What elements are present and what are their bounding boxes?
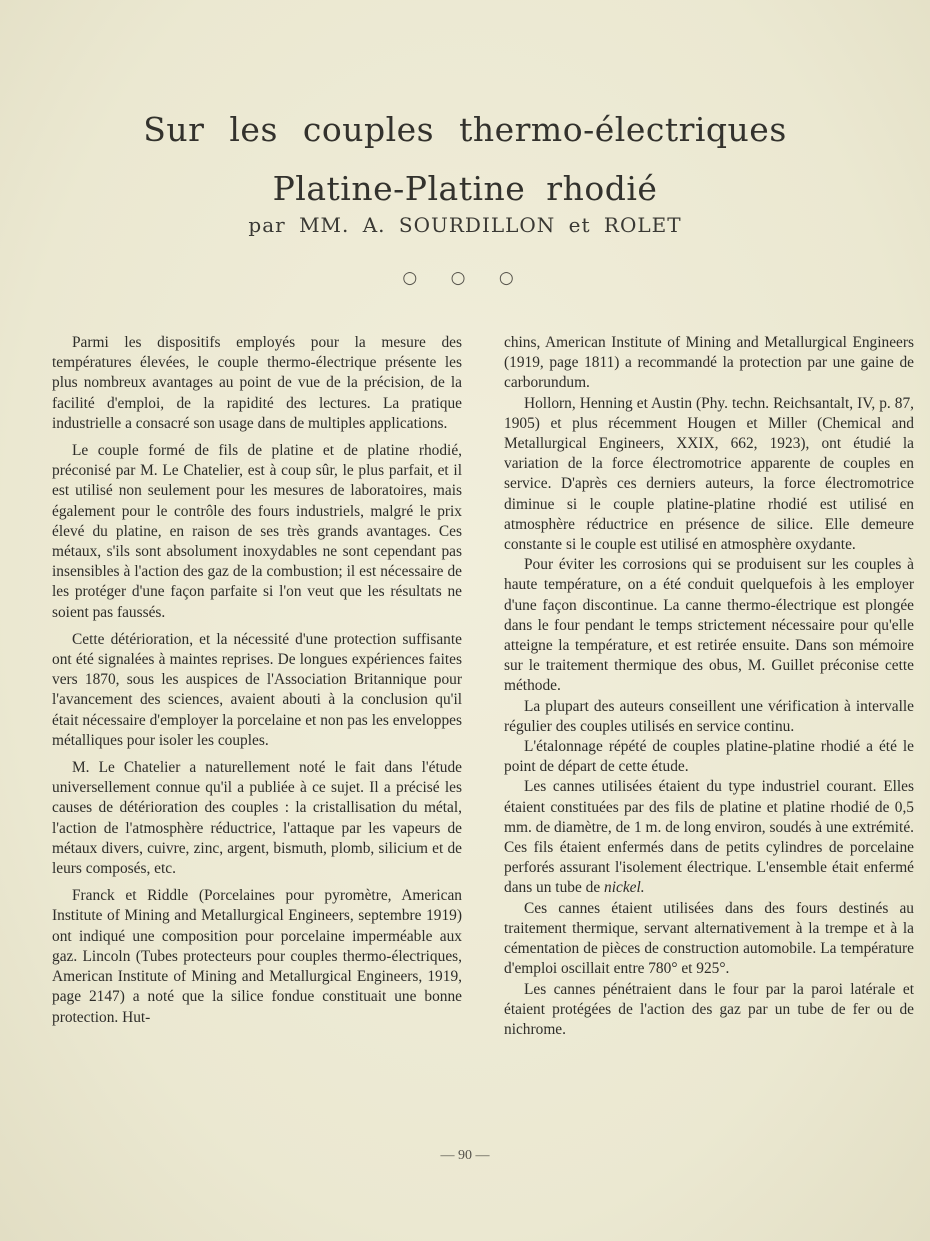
- paragraph: Cette détérioration, et la nécessité d'une protection suffisante ont été signalées à maintes reprises. De longues expériences faites vers 1870, sous les auspices de l'Association Britannique pour l'avancement des sciences, avaient abouti à la conclusion qu'il était nécessaire d'employer la porcelaine et non pas les enveloppes métalliques pour isoler les couples.: [52, 630, 462, 749]
- left-column: [52, 333, 462, 1035]
- paragraph: Hollorn, Henning et Austin (Phy. techn. Reichsantalt, IV, p. 87, 1905) et plus récemment Hougen et Miller (Chemical and Metallurgical Engineers, XXIX, 662, 1923), ont étudié la variation de la force électromotrice apparente de couples en service. D'après ces derniers auteurs, la force électromotrice diminue si le couple platine-platine rhodié est utilisé en atmosphère réductrice en présence de silice. Elle demeure constante si le couple est utilisé en atmosphère oxydante.: [504, 394, 914, 554]
- paragraph-text: Les cannes utilisées étaient du type industriel courant. Elles étaient constituées par des fils de platine et platine rhodié de 0,5 mm. de diamètre, de 1 m. de long environ, soudés à une extrémité. Ces fils étaient enfermés dans de petits cylindres de porcelaine perforés assurant l'isolement électrique. L'ensemble était enfermé dans un tube de: [504, 778, 914, 897]
- article-title-line-2: Platine-Platine rhodié: [272, 169, 658, 209]
- paragraph: Les cannes pénétraient dans le four par la paroi latérale et étaient protégées de l'action des gaz par un tube de fer ou de nichrome.: [504, 980, 914, 1038]
- paragraph: La plupart des auteurs conseillent une vérification à intervalle régulier des couples utilisés en service continu.: [504, 697, 914, 735]
- paragraph-continued: chins, American Institute of Mining and Metallurgical Engineers (1919, page 1811) a recommandé la protection par une gaine de carborundum.: [504, 334, 914, 392]
- author-byline: par MM. A. SOURDILLON et ROLET: [248, 213, 682, 237]
- paragraph: [504, 777, 914, 898]
- ornament-divider: ○ ○ ○: [402, 268, 528, 288]
- page-number: — 90 —: [440, 1148, 490, 1163]
- article-title-line-1: Sur les couples thermo-électriques: [143, 110, 787, 150]
- paragraph: M. Le Chatelier a naturellement noté le fait dans l'étude universellement connue qu'il a publiée à ce sujet. Il a précisé les causes de détérioration des couples : la cristallisation du métal, l'action de l'atmosphère réductrice, l'attaque par les vapeurs de métaux divers, cuivre, zinc, argent, bismuth, plomb, silicium et de leurs composés, etc.: [52, 759, 462, 878]
- paragraph: Ces cannes étaient utilisées dans des fours destinés au traitement thermique, servant alternativement à la trempe et à la cémentation de pièces de construction automobile. La température d'emploi oscillait entre 780° et 925°.: [504, 899, 914, 978]
- paragraph: Le couple formé de fils de platine et de platine rhodié, préconisé par M. Le Chatelier, est à coup sûr, le plus parfait, et il est utilisé non seulement pour les mesures de laboratoires, mais également pour le contrôle des fours industriels, malgré le prix élevé du platine, en raison de ses très grands avantages. Ces métaux, s'ils sont absolument inoxydables ne sont cependant pas insensibles à l'action des gaz de la combustion; il est nécessaire de les protéger d'une façon parfaite si l'on veut que les résultats ne soient pas faussés.: [52, 442, 462, 621]
- paragraph: Parmi les dispositifs employés pour la mesure des températures élevées, le couple thermo-électrique présente les plus nombreux avantages au point de vue de la précision, de la facilité d'emploi, de la rapidité des lectures. La pratique industrielle a consacré son usage dans de multiples applications.: [52, 334, 462, 432]
- paragraph: Franck et Riddle (Porcelaines pour pyromètre, American Institute of Mining and Metallurgical Engineers, septembre 1919) ont indiqué une composition pour porcelaine imperméable aux gaz. Lincoln (Tubes protecteurs pour couples thermo-électriques, American Institute of Mining and Metallurgical Engineers, 1919, page 2147) a noté que la silice fondue constituait une bonne protection. Hut-: [52, 887, 462, 1026]
- right-column: [504, 333, 914, 1040]
- paragraph: L'étalonnage répété de couples platine-platine rhodié a été le point de départ de cette étude.: [504, 738, 914, 776]
- italic-term: nickel.: [604, 879, 645, 897]
- paragraph: Pour éviter les corrosions qui se produisent sur les couples à haute température, on a été conduit quelquefois à les employer d'une façon discontinue. La canne thermo-électrique est plongée dans le four pendant le temps strictement nécessaire pour qu'elle atteigne la température, et est retirée ensuite. Dans son mémoire sur le traitement thermique des obus, M. Guillet préconise cette méthode.: [504, 556, 914, 695]
